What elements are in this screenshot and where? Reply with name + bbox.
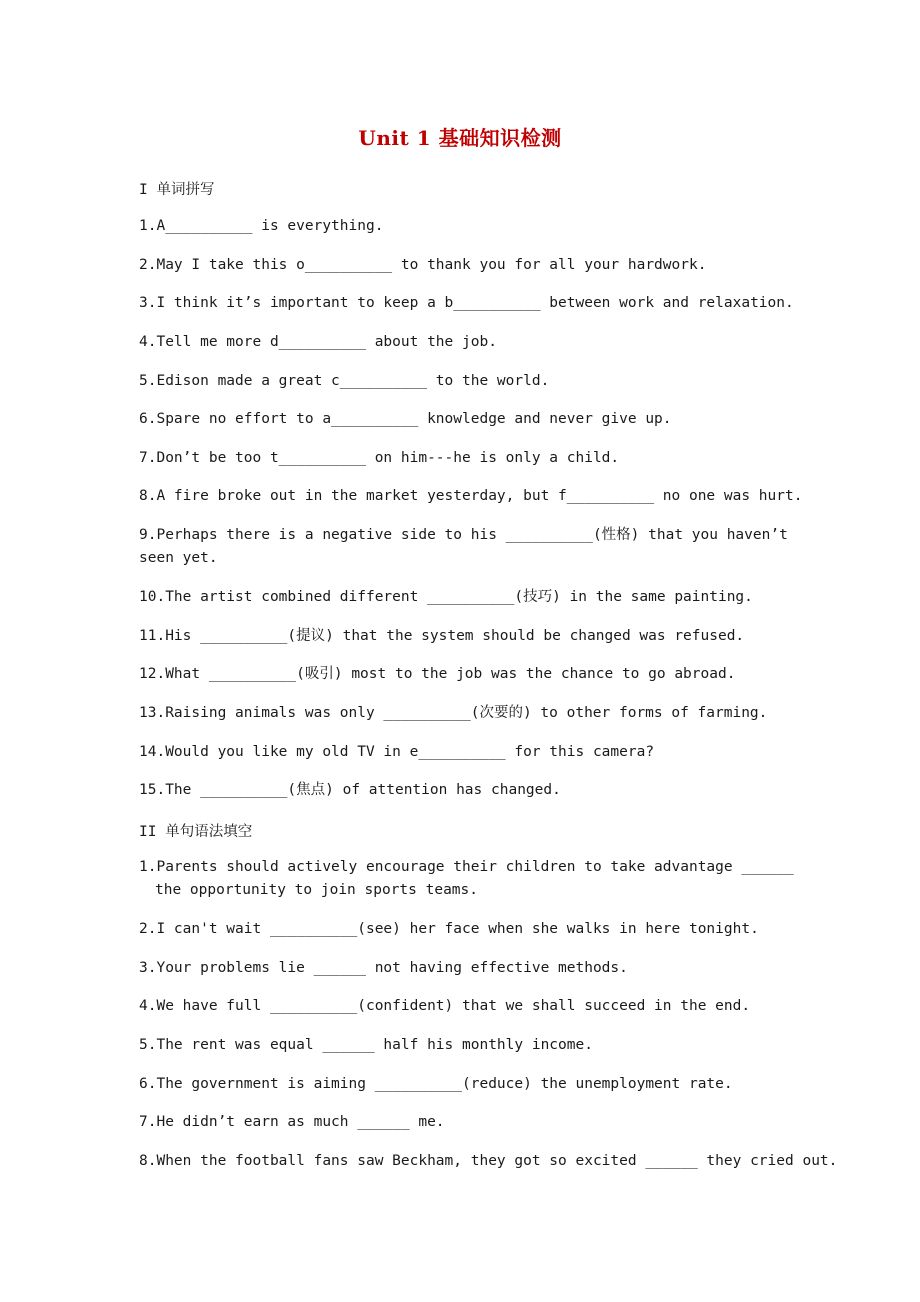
section-heading-spelling: I 单词拼写 xyxy=(139,182,215,198)
question-item: 4.Tell me more d__________ about the job. xyxy=(139,334,497,350)
question-item: 1.A__________ is everything. xyxy=(139,218,384,234)
page-title: Unit 1 基础知识检测 xyxy=(358,126,562,150)
question-item: 6.The government is aiming __________(reduce) the unemployment rate. xyxy=(139,1076,733,1092)
question-item: 9.Perhaps there is a negative side to his __________(性格) that you haven’t seen yet. xyxy=(139,527,788,566)
question-item: 15.The __________(焦点) of attention has changed. xyxy=(139,782,561,798)
question-item: 7.Don’t be too t__________ on him---he is only a child. xyxy=(139,450,620,466)
question-item: 8.A fire broke out in the market yesterday, but f__________ no one was hurt. xyxy=(139,488,803,504)
question-item: 8.When the football fans saw Beckham, they got so excited ______ they cried out. xyxy=(139,1153,838,1169)
question-item: 6.Spare no effort to a__________ knowledge and never give up. xyxy=(139,411,672,427)
question-item: 7.He didn’t earn as much ______ me. xyxy=(139,1114,445,1130)
question-item: 13.Raising animals was only __________(次要的) to other forms of farming. xyxy=(139,705,768,721)
question-item: 1.Parents should actively encourage their children to take advantage ______ the opportunity to join sports teams. xyxy=(139,859,794,898)
question-item: 5.Edison made a great c__________ to the world. xyxy=(139,373,550,389)
question-item: 14.Would you like my old TV in e__________ for this camera? xyxy=(139,744,655,760)
question-item: 3.Your problems lie ______ not having effective methods. xyxy=(139,960,628,976)
question-item: 10.The artist combined different __________(技巧) in the same painting. xyxy=(139,589,753,605)
question-item: 2.I can't wait __________(see) her face when she walks in here tonight. xyxy=(139,921,759,937)
question-item: 12.What __________(吸引) most to the job was the chance to go abroad. xyxy=(139,666,736,682)
question-item: 3.I think it’s important to keep a b__________ between work and relaxation. xyxy=(139,295,794,311)
question-item: 4.We have full __________(confident) that we shall succeed in the end. xyxy=(139,998,751,1014)
question-item: 11.His __________(提议) that the system should be changed was refused. xyxy=(139,628,745,644)
section-heading-grammar: II 单句语法填空 xyxy=(139,824,253,840)
question-item: 5.The rent was equal ______ half his monthly income. xyxy=(139,1037,593,1053)
question-item: 2.May I take this o__________ to thank you for all your hardwork. xyxy=(139,257,707,273)
